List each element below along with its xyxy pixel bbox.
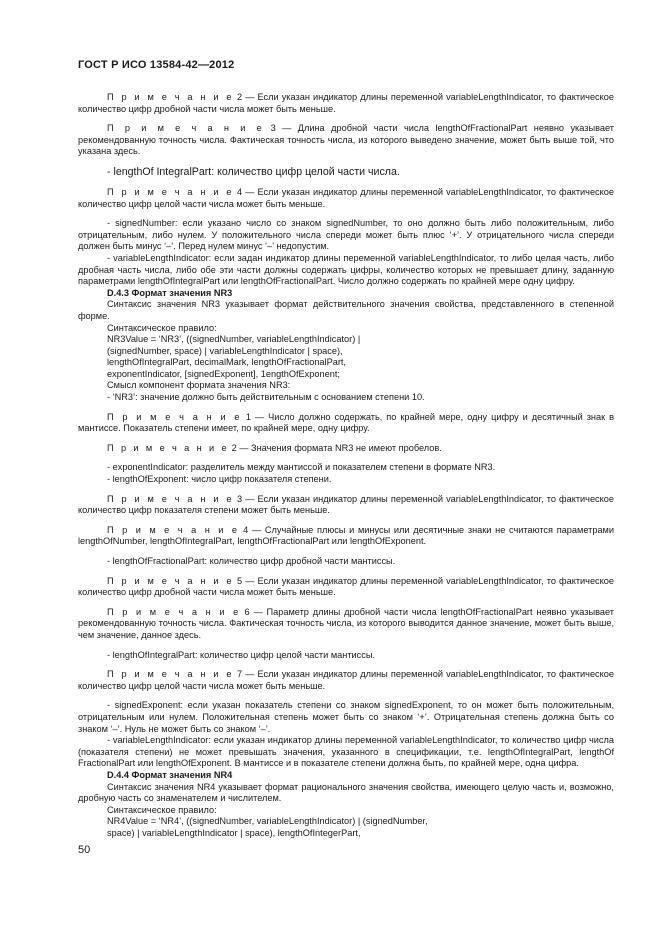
definition-paragraph: Синтаксис значения NR4 указывает формат рационального значения свойства, имеющего целую часть и, возможно, дробную часть со знаменателем и числителем. (78, 781, 614, 804)
note-number: 3 (270, 123, 276, 134)
note-number: 2 (237, 92, 243, 102)
note-text: — Число должно содержать, по крайней мере, одну цифру и десятичный знак в мантиссе. Показатель степени имеет, по крайней мере, одну цифру. (78, 411, 614, 434)
text-line: Синтаксическое правило: (107, 804, 217, 815)
document-header: ГОСТ Р ИСО 13584-42—2012 (78, 59, 235, 71)
section-heading: D.4.3 Формат значения NR3 (107, 287, 233, 298)
note-label: П р и м е ч а н и е (107, 606, 241, 617)
text-line: - ‘NR3’: значение должно быть действительным с основанием степени 10. (107, 392, 425, 403)
definition-paragraph: - lengthOfFractionalPart: количество цифр дробной части мантиссы. (107, 556, 396, 566)
text-line: Синтаксическое правило: (107, 322, 217, 333)
note-number: 4 (237, 186, 243, 197)
note-paragraph (78, 525, 614, 548)
note-text: — Если указан индикатор длины переменной variableLengthIndicator, то фактическое количество цифр показателя степени может быть меньше. (78, 493, 614, 516)
definition-paragraph: - signedNumber: если указано число со знаком signedNumber, то оно должно быть либо положительным, либо отрицательным, либо нулем. У положительного числа спереди может быть плюс ‘+’. У отрицательного числа спереди должен быть минус ‘–’. Перед нулем минус ‘–’ недопустим. (78, 218, 614, 252)
text-line: exponentIndicator, [signedExponent], 1engthOfExponent; (107, 368, 340, 379)
note-label: П р и м е ч а н и е (107, 411, 242, 422)
note-paragraph (78, 187, 614, 210)
text-line: NR3Value = ‘NR3’, ((signedNumber, variableLengthIndicator) | (107, 334, 361, 345)
definition-paragraph: - variableLengthIndicator: если указан индикатор длины переменной variableLengthIndicator, то количество цифр числа (показателя степени) не может превышать значения, указанного в спецификации, т.е. lengthOfIntegralPart, lengthOf FractionalPart или lengthOfExponent. В мантиссе и в показателе степени должна быть, по крайней мере, одна цифра. (78, 735, 614, 769)
text-line: - lengthOfExponent: число цифр показателя степени. (107, 474, 332, 485)
note-text: — Случайные плюсы и минусы или десятичные знаки не считаются параметрами lengthOfNumber, lengthOfIntegralPart, lengthOfFractionalPart или lengthOfExponent. (78, 524, 614, 547)
note-paragraph (78, 494, 614, 517)
note-number: 6 (244, 606, 250, 617)
note-text: — Если указан индикатор длины переменной variableLengthIndicator, то фактическое количество цифр целой части числа может быть меньше. (78, 186, 614, 209)
note-text: — Если указан индикатор длины переменной variableLengthIndicator, то фактическое количество цифр дробной части числа может быть меньше. (78, 575, 614, 598)
definition-paragraph: - variableLengthIndicator: если задан индикатор длины переменной variableLengthIndicator, то либо целая часть, либо дробная часть числа, либо обе эти части должны содержать цифры, количество которых не превышает длину, заданную параметрами lengthOfIntegralPart или lengthOfFractionalPart. Число должно содержать по крайней мере одну цифру. (78, 252, 614, 287)
document-body (78, 84, 614, 839)
note-number: 3 (237, 493, 243, 504)
definition-paragraph: - exponentIndicator: разделитель между мантиссой и показателем степени в формате NR3. (107, 462, 496, 473)
text-line: lengthOfIntegralPart, decimalMark, lengthOfFractionalPart, (107, 357, 346, 368)
definition-paragraph: - lengthOfIntegralPart: количество цифр целой части мантиссы. (107, 649, 376, 660)
text-line: Смысл компонент формата значения NR3: (107, 380, 291, 391)
text-line: (signedNumber, space) | variableLengthIndicator | space), (107, 345, 343, 356)
note-label: П р и м е ч а н и е (107, 186, 234, 197)
note-label: П р и м е ч а н и е (107, 493, 234, 504)
note-label: П р и м е ч а н и е (107, 92, 234, 102)
text-line: space) | variableLengthIndicator | space), lengthOfIntegerPart, (107, 827, 361, 838)
note-number: 7 (237, 669, 243, 680)
note-paragraph (78, 607, 614, 642)
note-paragraph (78, 669, 614, 692)
definition-paragraph: Синтаксис значения NR3 указывает формат действительного значения свойства, представленного в степенной форме. (78, 299, 614, 321)
note-number: 1 (245, 411, 252, 422)
note-label: П р и м е ч а н и е (107, 123, 265, 134)
note-paragraph (78, 412, 614, 435)
note-number: 5 (237, 575, 243, 586)
text-line: NR4Value = ‘NR4’, ((signedNumber, variableLengthIndicator) | (signedNumber, (107, 816, 428, 827)
note-label: П р и м е ч а н и е (107, 524, 240, 535)
note-text: — Длина дробной части числа lengthOfFractionalPart неявно указывает рекомендованную точность числа. Фактическая точность числа, из которого выведено значение, может быть выше той, что указана здесь. (78, 123, 614, 157)
note-text: — Если указан индикатор длины переменной variableLengthIndicator, то фактическое количество цифр дробной части числа может быть меньше. (78, 92, 614, 114)
note-text: — Параметр длины дробной части числа lengthOfFractionalPart неявно указывает рекомендованную точность числа. Фактическая точность числа, из которого выводится данное значение, может быть выше, чем значение, данное здесь. (78, 606, 614, 640)
note-paragraph (78, 443, 614, 455)
note-number: 4 (243, 524, 249, 535)
page-number: 50 (78, 844, 91, 856)
note-text: — Значения формата NR3 не имеют пробелов. (236, 442, 442, 453)
note-paragraph (78, 92, 614, 115)
note-paragraph (78, 123, 614, 158)
note-text: — Если указан индикатор длины переменной variableLengthIndicator, то фактическое количество цифр целой части числа может быть меньше. (78, 669, 614, 691)
definition-paragraph: - signedExponent: если указан показатель степени со знаком signedExponent, то он может быть положительным, отрицательным или нулем. Положительная степень может быть со знаком ‘+’. Отрицательная степень должна быть со знаком ‘–’. Нуль не может быть со знаком ‘–’. (78, 700, 614, 734)
note-label: П р и м е ч а н и е (107, 669, 234, 680)
section-heading: D.4.4 Формат значения NR4 (107, 769, 233, 780)
note-label: П р и м е ч а н и е (107, 575, 234, 586)
note-number: 2 (231, 442, 237, 453)
list-item: - lengthOf IntegralPart: количество цифр целой части числа. (107, 165, 400, 178)
note-paragraph (78, 576, 614, 599)
note-label: П р и м е ч а н и е (107, 442, 230, 453)
